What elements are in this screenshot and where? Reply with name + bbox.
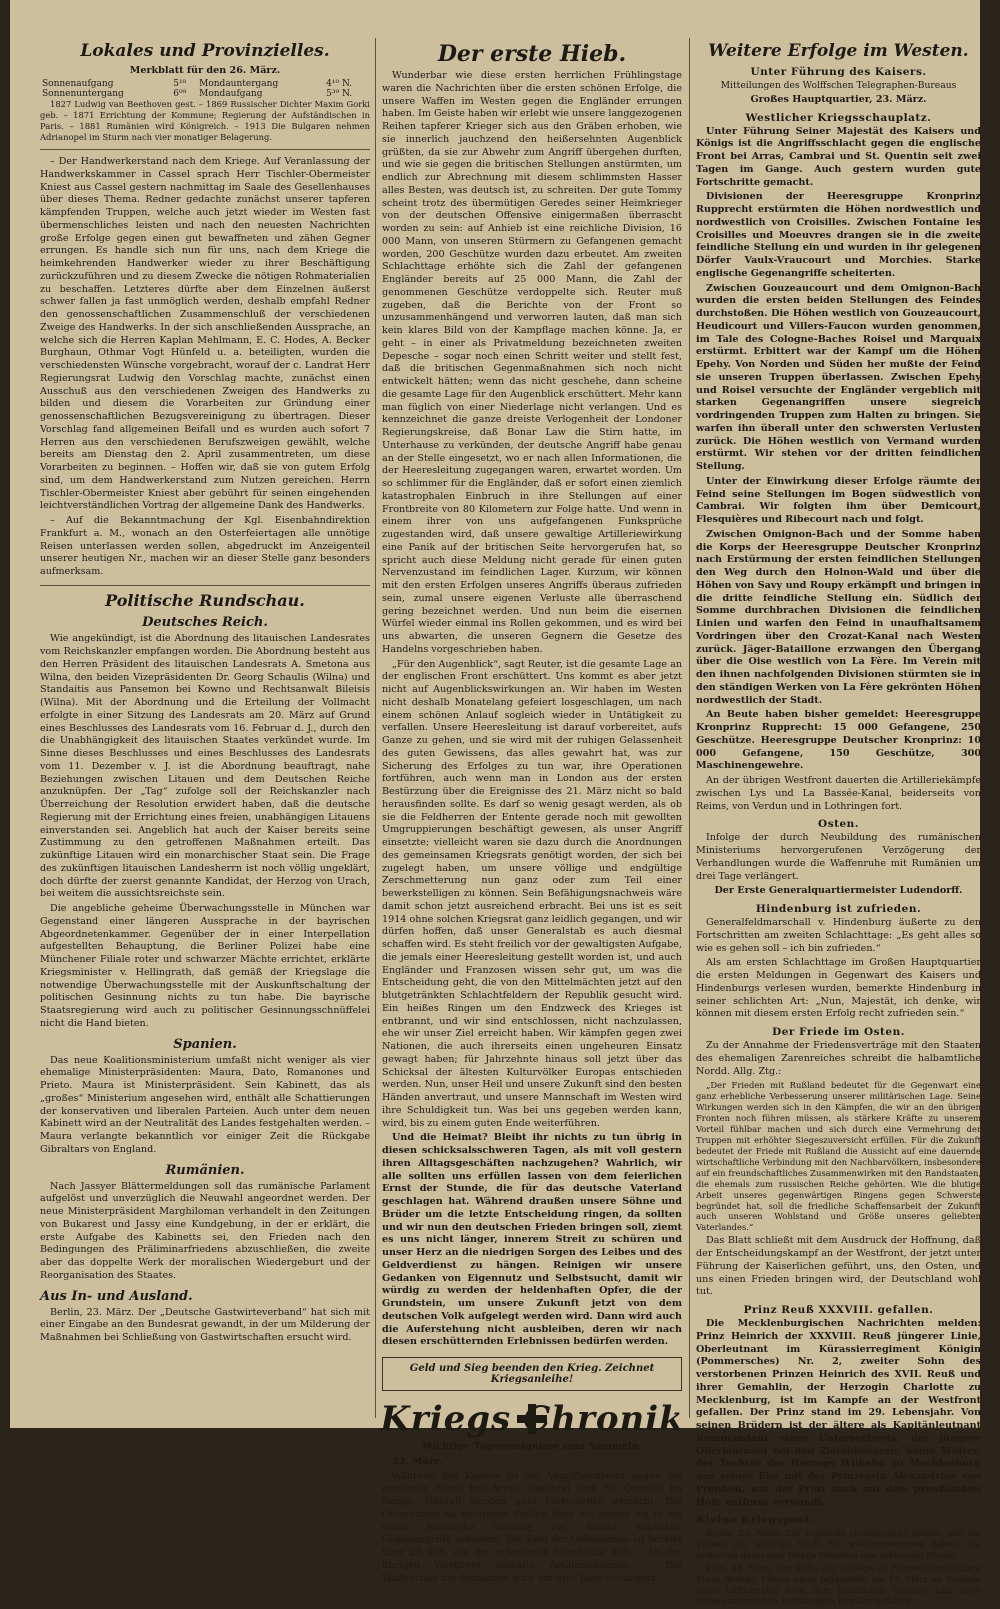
report-paragraph: Die Mecklenburgischen Nachrichten melden: Prinz Heinrich der XXXVIII. Reuß jüngerer Linie, Oberleutnant im Kürassierregiment Königin (Pommersches) Nr. 2, zweiter Sohn des verstorbenen Prinzen Heinrich des XVII. Reuß und ihrer Gemahlin, der Herzogin Charlotte zu Mecklenburg, ist im Kampfe an der Westfront gefallen. Der Prinz stand im 29. Lebensjahr. Von seinen Brüdern ist der ältere als Kapitänleutnant Kommandant eines Unterseeboots, der jüngere Oberleutnant bei den Zietenhusaren. Seine Mutter, der Tochter des Herzogs Wilhelm zu Mecklenburg aus seiner Ehe mit der Prinzessin Alexandrine von Preußen, war der Prinz auch mit dem preußischen Hofe entfernt verwandt. [696,1318,981,1508]
subheading-kriegspost: Kleine Kriegspost. [696,1514,815,1527]
column-middle [382,38,682,1587]
report-paragraph: Zu der Annahme der Friedensverträge mit den Staaten des ehemaligen Zarenreiches schreibt die halbamtliche Nordd. Allg. Ztg.: [696,1040,981,1077]
section-title-lokales: Lokales und Provinzielles. [80,41,330,61]
divider [40,585,370,586]
report-paragraph: Zwischen Gouzeaucourt und dem Omignon-Bach wurden die ersten beiden Stellungen des Feindes durchstoßen. Die Höhen westlich von Gouzeaucourt, Heudicourt und Villers-Faucon wurden genommen, im Tale des Cologne-Baches Roisel und Marquaix erstürmt. Erbittert war der Kampf um die Höhen Epehy. Von Norden und Süden her mußte der Feind sie unseren Truppen überlassen. Zwischen Epehy und Roisel versuchte der Engländer vergeblich mit starken Gegenangriffen unsere siegreich vordringenden Truppen zum Halten zu bringen. Sie warfen ihn überall unter den schwersten Verlusten zurück. Die Höhen westlich von Vermand wurden erstürmt. Wir stehen vor der dritten feindlichen Stellung. [696,282,981,473]
subheading-rumaenien: Rumänien. [165,1162,245,1178]
table-row: Sonnenuntergang 6⁰⁹ Mondaufgang 5³⁹ N. [42,89,353,100]
lead-article-title: Der erste Hieb. [437,41,627,67]
subheading: Unter Führung des Kaisers. [750,65,927,78]
chronik-subtitle: Wichtige Tagesereignisse zum Sammeln. [422,1441,642,1453]
report-paragraph: Unter der Einwirkung dieser Erfolge räumte der Feind seine Stellungen im Bogen südwestlich von Cambrai. Wir folgten ihm über Demicourt, Flesquières und Ribecourt nach und folgt. [696,475,981,526]
banner-word-right: Chronik [523,1399,684,1440]
sun-moon-table [40,79,370,99]
report-paragraph: An der übrigen Westfront dauerten die Artilleriekämpfe zwischen Lys und La Bassée-Kanal, beiderseits von Reims, von Verdun und in Lothringen fort. [696,775,981,812]
banner-word-left: Kriegs [380,1399,512,1440]
table-row: Sonnenaufgang 5¹⁸ Mondauntergang 4¹⁰ N. [42,79,353,90]
subheading-osten: Osten. [818,818,859,831]
lead-article-paragraph: Und die Heimat? Bleibt ihr nichts zu tun übrig in diesen schicksalsschweren Tagen, als mit voll gestern ihren Alltagsgeschäften nachzugehen? Wahrlich, wir alle sollten uns erfüllen lassen von dem feierlichen Ernst der Stunde, die für das deutsche Vaterland geschlagen hat. Während draußen unsere Söhne und Brüder um die letzte Entscheidung ringen, da sollten und wir nun den deutschen Frieden bringen soll, ziemt es uns nicht länger, innerem Streit zu schüren und unser Herz an die niedrigen Sorgen des Leibes und des Geldverdienst zu hängen. Reinigen wir unsere Gedanken von Eigennutz und Selbstsucht, damit wir würdig zu werden der heldenhaften Opfer, die der Grundstein, um unsere Zukunft jetzt von dem deutschen Volk aufgelegt werden wird. Dann wird auch die Auferstehung nicht ausbleiben, deren wir nach diesen erschütternden Erlebnissen bedürfen werden. [382,1132,682,1348]
report-paragraph: An Beute haben bisher gemeldet: Heeresgruppe Kronprinz Rupprecht: 15 000 Gefangene, 250 Geschütze. Heeresgruppe Deutscher Kronprinz: 10 000 Gefangene, 150 Geschütze, 300 Maschinengewehre. [696,709,981,772]
article-handwerkerstand: – Der Handwerkerstand nach dem Kriege. Auf Veranlassung der Handwerkskammer in Cassel sprach Herr Tischler-Obermeister Kniest aus Cassel gestern nachmittag im Saale des Gesellenhauses über dieses Thema. Redner gedachte zunächst unserer tapferen kämpfenden Truppen, welche auch jetzt wieder im Westen fast übermenschliches leisten und nach den neuesten Nachrichten große Erfolge gegen einen gut bewaffneten und zähen Gegner errungen. Es handle sich nun für uns, nach dem Kriege die heimkehrenden Handwerker wieder zu ihrer Beschäftigung zurückzuführen und zu diesem Zwecke die nötigen Rohmaterialien zu beschaffen. Letzteres dürfte aber dem Einzelnen äußerst schwer fallen ja fast unmöglich werden, deshalb empfahl Redner den genossenschaftlichen Zusammenschluß der verschiedenen Zweige des Handwerks. In der sich anschließenden Aussprache, an welche sich die Herren Kaplan Mehlmann, E. C. Hodes, A. Becker Burghaun, Othmar Vogt Hünfeld u. a. beteiligten, wurden die verschiedensten Wünsche vorgebracht, worauf der c. Landrat Herr Regierungsrat Ludwig den Vorschlag machte, zunächst einen Ausschuß aus den verschiedenen Zweigen des Handwerks zu bilden und diesem die Vorarbeiten zur Gründung einer genossenschaftlichen Bezugsvereinigung zu übertragen. Dieser Vorschlag fand allgemeinen Beifall und es wurden auch sofort 7 Herren aus den verschiedenen Berufszweigen gewählt, welche bereits am Dienstag den 2. April zusammentreten, um diese Vorarbeiten zu beginnen. – Hoffen wir, daß sie von gutem Erfolg sind, um dem Handwerkerstand zum Nutzen gereichen. Herrn Tischler-Obermeister Kniest aber gebührt für seinen eingehenden leichtverständlichen Vortrag der allgemeine Dank des Handwerks. [40,156,370,512]
report-paragraph: Generalfeldmarschall v. Hindenburg äußerte zu den Fortschritten am zweiten Schlachttage: „Es geht alles so wie es gehen soll – ich bin zufrieden.“ [696,917,981,954]
war-bond-notice: Geld und Sieg beenden den Krieg. Zeichnet Kriegsanleihe! [382,1357,682,1391]
article-eisenbahn: – Auf die Bekanntmachung der Kgl. Eisenbahndirektion Frankfurt a. M., wonach an den Osterfeiertagen alle unnötige Reisen unterlassen werden sollen, abgedruckt im Anzeigenteil unserer heutigen Nr., machen wir an dieser Stelle ganz besonders aufmerksam. [40,515,370,578]
kriegs-chronik-banner [382,1399,682,1439]
signature-line: Der Erste Generalquartiermeister Ludendorff. [714,885,963,897]
column-rule [689,38,690,1418]
article-rumaenien: Nach Jassyer Blättermeldungen soll das rumänische Parlament aufgelöst und unverzüglich die Neuwahl angeordnet werden. Der neue Ministerpräsident Marghiloman verhandelt in den Zeitungen von Bukarest und Jassy eine Kundgebung, in der er erklärt, die erste Aufgabe des Kabinetts sei, den Frieden nach den Bedingungen des Präliminarfriedens abzuschließen, die zweite aber das doppelte Werk der moralischen Wiedergeburt und der Reorganisation des Staates. [40,1180,370,1281]
article-gastwirte: Berlin, 23. März. Der „Deutsche Gastwirteverband“ hat sich mit einer Eingabe an den Bundesrat gewandt, in der um Milderung der Maßnahmen bei Schließung von Gastwirtschaften ersucht wird. [40,1306,370,1344]
subheading-westlich: Westlicher Kriegsschauplatz. [745,111,932,124]
subheading-hindenburg: Hindenburg ist zufrieden. [755,903,922,916]
article-spanien: Das neue Koalitionsministerium umfaßt nicht weniger als vier ehemalige Ministerpräsidenten: Maura, Dato, Romanones und Prieto. Maura ist Ministerpräsident. Sein Kabinett, das als „großes“ Ministerium angesehen wird, enthält alle Schattierungen der konservativen und liberalen Parteien. Auch unter dem neuen Kabinett wird an der Neutralität des Landes festgehalten werden. – Maura verlangte bekanntlich vor einiger Zeit die Rückgabe Gibraltars von England. [40,1054,370,1155]
article-litauen: Wie angekündigt, ist die Abordnung des litauischen Landesrates vom Reichskanzler empfangen worden. Die Abordnung besteht aus den Herren Präsident des litauischen Landesrats A. Smetona aus Wilna, den beiden Vizepräsidenten Dr. Georg Schaulis (Wilna) und Standaitis aus Pansemon bei Kowno und Rechtsanwalt Bileisis (Wilna). Mit der Abordnung und die Erteilung der Vollmacht erfolgte in einer Sitzung des Landesrats am 20. März auf Grund eines Beschlusses des Landesrats vom 16. Februar d. J., durch den die Unabhängigkeit des litauischen Staates verkündet wurde. Im Sinne dieses Beschlusses und eines Beschlusses des Landesrats vom 11. Dezember v. J. ist die Abordnung beauftragt, nahe Beziehungen zwischen Litauen und dem Deutschen Reiche anzuknüpfen. Der „Tag“ zufolge soll der Reichskanzler nach Überreichung der Resolution erwidert haben, daß die deutsche Regierung mit der Errichtung eines freien, unabhängigen Litauens einverstanden sei. Angeblich hat auch der Kaiser bereits seine Zustimmung zu den getroffenen Maßnahmen erteilt. Das zukünftige Litauen wird ein monarchischer Staat sein. Die Frage des zukünftigen litauischen Landesherrn ist noch völlig ungeklärt, doch dürfte der zuerst genannte Kandidat, der Herzog von Urach, bei weitem die aussichtsreichste sein. [40,633,370,900]
report-paragraph: „Der Frieden mit Rußland bedeutet für die Gegenwart eine ganz erhebliche Verbesserung unserer militärischen Lage. Seine Wirkungen werden sich in den Kämpfen, die wir an den übrigen Fronten noch führen müssen, als stärkere Kräfte zu unserem Vorteil fühlbar machen und sich durch eine Vermehrung der Truppen mit erhöhter Siegeszuversicht erfüllen. Für die Zukunft bedeutet der Friede mit Rußland die Aussicht auf eine dauernde wirtschaftliche Verbindung mit den Nachbarvölkern, insbesondere auf ein freundschaftliches Zusammenwirken mit den Randstaaten, die ehemals zum russischen Reiche gehörten. Wie die blutige Arbeit unseres gegenwärtigen Ringens gegen Schwerste begründet hat, soll die friedliche Schaffensarbeit der Zukunft auch unseren Wohlstand und Größe unseres geliebten Vaterlandes.“ [696,1080,981,1233]
report-paragraph: Unter Führung Seiner Majestät des Kaisers und Königs ist die Angriffsschlacht gegen die englische Front bei Arras, Cambrai und St. Quentin seit zwei Tagen im Gange. Auch gestern wurden gute Fortschritte gemacht. [696,125,981,188]
subheading-spanien: Spanien. [173,1036,237,1052]
report-paragraph: Als am ersten Schlachttage im Großen Hauptquartier die ersten Meldungen in Gegenwart des Kaisers und Hindenburgs verlesen wurden, bemerkte Hindenburg in seiner schlichten Art: „Nun, Majestät, ich denke, wir können mit diesem ersten Erfolg recht zufrieden sein.“ [696,957,981,1020]
dateline: Großes Hauptquartier, 23. März. [750,93,927,105]
divider [40,149,370,150]
column-rule [375,38,376,1418]
subheading-ausland: Aus In- und Ausland. [40,1288,193,1304]
subheading-prinz: Prinz Reuß XXXVIII. gefallen. [743,1304,934,1317]
chronik-date: 23. März. [392,1455,443,1467]
lead-article-paragraph: Wunderbar wie diese ersten herrlichen Frühlingstage waren die Nachrichten über die ersten schönen Erfolge, die unsere Waffen im Westen gegen die Engländer errungen haben. Im Geiste haben wir erlebt wie unsere langgezogenen Reihen tapferer Krieger sich aus den Gräben erhoben, wie sie innerlich jauchzend den heißersehnten Augenblick grüßten, da sie zur Abwehr zum Angriff übergehen durften, und wie sie gegen die britischen Stellungen anstürmten, um endlich zur Abrechnung mit diesem schlimmsten Hasser alles Besten, was deutsch ist, zu schreiten. Der gute Tommy scheint trotz des übermütigen Geredes seiner Heimkrieger von der deutschen Offensive einigermaßen überrascht worden zu sein: auf Anhieb ist eine reichliche Division, 16 000 Mann, von unseren Stürmern zu Gefangenen gemacht worden, 200 Geschütze wurden dazu erbeutet. Am zweiten Schlachttage erhöhte sich die Zahl der gefangenen Engländer bereits auf 25 000 Mann, die Zahl der genommenen Geschütze verdoppelte sich. Reuter muß zugeben, daß die Berichte von der Front so unzusammenhängend und verworren lauten, daß man sich kein klares Bild von der Kampflage machen könne. Ja, er geht – in einer als Privatmeldung bezeichneten zweiten Depesche – sogar noch einen Schritt weiter und stellt fest, daß die britischen Gegenmaßnahmen sich noch nicht entwickelt hätten; wenn das nicht geschehe, dann scheine die gesamte Lage für den Augenblick erschüttert. Mehr kann man füglich von einer Niederlage nicht verlangen. Und es kennzeichnet die ganze dreiste Verlogenheit der Londoner Regierungskreise, daß Bonar Law die Stirn hatte, im Unterhause zu verkünden, der deutsche Angriff habe genau an der Stelle eingesetzt, wo er nach allen Informationen, die der Heeresleitung zugegangen waren, erwartet worden. Um so schlimmer für die Engländer, daß er sofort einen ziemlich katastrophalen Einbruch in ihre Stellungen auf einer Frontbreite von 80 Kilometern zur Folge hatte. Und wenn in einem ihrer von uns aufgefangenen Funksprüche zugestanden wird, daß unsere gewaltige Artilleriewirkung eine Panik auf der britischen Seite hervorgerufen hat, so spricht auch diese Meldung nicht gerade für einen guten Nervenzustand im feindlichen Lager. Kurzum, wir können mit den ersten Erfolgen unseres Angriffs überaus zufrieden sein, zumal unsere eigenen Verluste alle überraschend gering bezeichnet werden. Und nun beim die eisernen Würfel wieder einmal ins Rollen gekommen, und es wird bei uns abwarten, die unseren Gegnern die Gesetze des Handelns vorgeschrieben haben. [382,70,682,655]
chronik-text: Während des Kaisers ist die Angriffsschlacht gegen die englische Front bei Arras, Cambrai und St. Quentin im Gange. Überall werden gute Fortschritte gemacht. Die Ortschaften an mehreren Stellen über die zweite bis in die dritte feindliche Stellung vor. Starke englische Gegenangriffe scheitern. Die Zahl der Gefangenen ist bereits über 25 000, die der erbeuteten Geschütze 400. – An der übrigen Westfront lebhafte Artilleriekämpfe. – Die Waffenruhe mit Rumänien wird um drei Tage verlängert. [382,1470,682,1584]
article-ueberwachung: Die angebliche geheime Überwachungsstelle in München war Gegenstand einer längeren Aussprache in der bayrischen Abgeordnetenkammer. Gegenüber der in einer Interpellation aufgestellten Behauptung, die Berliner Polizei habe eine Münchener Filiale roter und schwarzer Mächte errichtet, erklärte Kriegsminister v. Hellingrath, daß gemäß der Kriegslage die notwendige Überwachungsstelle mit der Auskunftschaltung der politischen Gesinnung nichts zu tun habe. Die bayrische Staatsregierung wird auch zu politischer Gesinnungsschnüffelei nicht die Hand bieten. [40,903,370,1029]
subheading-reich: Deutsches Reich. [142,615,268,631]
report-paragraph: Köln, 23. März. Der Köln. Ztg. zufolge ist Flieger-Oberleutnant Franz Bethge, Führer einer Jagdstaffel, am 17. März im Verlaufe eines Luftkampfes über dem feindlichen Gelände bald nach seinem zahlreichen Luftkämpfen bewährt gefallen. [696,1563,981,1606]
source-line: Mitteilungen des Wolffschen Telegraphen-Bureaus [720,79,957,91]
history-notes: 1827 Ludwig van Beethoven gest. – 1869 Russischer Dichter Maxim Gorki geb. – 1871 Errichtung der Kommune; Regierung der Aufständischen in Paris. – 1881 Rumänien wird Königreich. – 1913 Die Bulgaren nehmen Adrianopel im Sturm nach vier monatiger Belagerung. [40,99,370,143]
column-left [40,38,370,1347]
report-paragraph: Das Blatt schließt mit dem Ausdruck der Hoffnung, daß der Entscheidungskampf an der Westfront, der jetzt unter Führung der Kaiserlichen geführt, uns, den Osten, und uns einen Frieden bringen wird, der Deutschland wohl tut. [696,1235,981,1298]
report-paragraph: Zwischen Omignon-Bach und der Somme haben die Korps der Heeresgruppe Deutscher Kronprinz nach Erstürmung der ersten feindlichen Stellungen den Weg durch den Holnon-Wald und über die Höhen von Savy und Roupy erkämpft und bringen in die dritte feindliche Stellung ein. Südlich der Somme durchbrachen Divisionen die feindlichen Linien und warfen den Feind in unaufhaltsamem Vordringen über den Crozat-Kanal nach Westen zurück. Jäger-Bataillone erzwangen den Übergang über die Oise westlich von La Fère. Im Verein mit den ihnen nachfolgenden Divisionen stürmten sie in den ständigen Werken von La Fère gekrönten Höhen nordwestlich der Stadt. [696,528,981,706]
section-title-rundschau: Politische Rundschau. [105,590,305,610]
column-right [696,38,981,1609]
newspaper-page [10,0,981,1606]
section-title-westen: Weitere Erfolge im Westen. [708,41,969,61]
report-paragraph: Berlin, 23. März. Der englische Orientbericht meldet, daß die Türken die wichtige Stadt Hit wiedergenommen haben. Sie eroberten dabei eine Menge Munition und zahlreiche Pferde. [696,1528,981,1561]
report-paragraph: Divisionen der Heeresgruppe Kronprinz Rupprecht erstürmten die Höhen nordwestlich und nordwestlich von Croisilles. Zwischen Fontaine les Croisilles und Moeuvres drangen sie in die zweite feindliche Stellung ein und wurden in ihr gelegenen Dörfer Vaulx-Vraucourt und Morchies. Starke englische Gegenangriffe scheiterten. [696,191,981,279]
report-paragraph: Infolge der durch Neubildung des rumänischen Ministeriums hervorgerufenen Verzögerung der Verhandlungen wurde die Waffenruhe mit Rumänien um drei Tage verlängert. [696,832,981,882]
subheading-friede: Der Friede im Osten. [772,1026,905,1039]
merkblatt-heading: Merkblatt für den 26. März. [129,64,281,76]
lead-article-paragraph: „Für den Augenblick“, sagt Reuter, ist die gesamte Lage an der englischen Front erschüttert. Uns kommt es aber jetzt nicht auf Augenblickswirkungen an. Wir haben im Westen nicht deshalb Monatelang gefeiert losgeschlagen, um nach einem schönen Anlauf sogleich wieder in Untätigkeit zu verfallen. Unsere Heeresleitung ist darauf vorbereitet, aufs Ganze zu gehen, und sie wird mit der ruhigen Gelassenheit des guten Gewissens, das alles gewahrt hat, was zur Sicherung des Erfolges zu tun war, ihre Operationen fortführen, auch wenn man in London aus der ersten Bestürzung über die Ereignisse des 21. März nicht so bald herausfinden sollte. Es darf so wenig gesagt werden, als ob sie die Feldherren der Entente gerade noch mit gewollten Umgruppierungen beschäftigt gewesen, als unser Angriff einsetzte; vielleicht waren sie dazu durch die Anordnungen des gemeinsamen Kriegsrats genötigt worden, der sich bei zugelegt haben, um unsere völlige und endgültige Zerschmetterung nun ganz oder zum Teil einer bewerkstelligen zu können. Sein Befähigungsnachweis wäre damit schon jetzt ausreichend erbracht. Bei uns ist es seit 1914 ohne solchen Kriegsrat ganz leidlich gegangen, und wir dürfen hoffen, daß unser Generalstab es auch diesmal schaffen wird. Es steht freilich vor der gewaltigsten Aufgabe, die jemals einer Heeresleitung gestellt worden ist, und auch Engländer und Franzosen wissen sehr gut, um was die Entscheidung geht, die von den Mittelmächten jetzt auf den blutgetränkten Schlachtfeldern der Republik gesucht wird. Ein heißes Ringen um den Endzweck des Krieges ist entbrannt, und wir sind entschlossen, nicht nachzulassen, ehe wir unser Ziel erreicht haben. Wir kämpfen gegen zwei Nationen, die auch ihrerseits einen ungeheuren Einsatz gewagt haben; für Jahrzehnte hinaus soll jetzt über das Schicksal der ältesten Kulturvölker Europas entschieden werden. Nun, unser Heil und unsere Zukunft sind den besten Händen anvertraut, und unsere Mannschaft im Westen wird ihre Schuldigkeit tun. Was bei uns gegeben werden kann, wird, bis zu einem guten Ende weiterführen. [382,658,682,1129]
